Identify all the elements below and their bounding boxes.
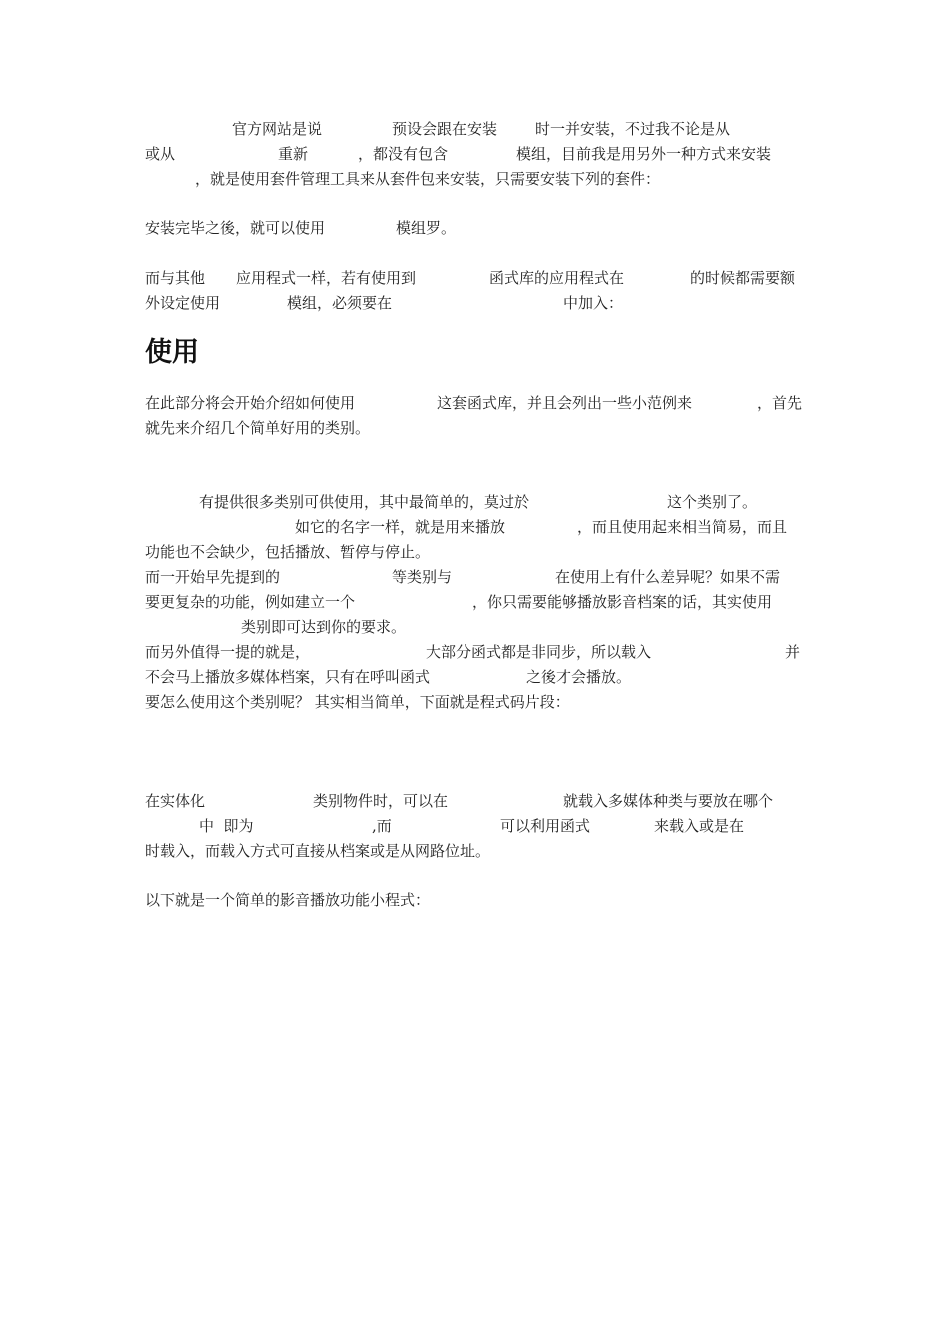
text-fragment: 等类别与 (392, 568, 453, 586)
text-fragment: 要更复杂的功能，例如建立一个 (145, 593, 356, 611)
text-fragment: ，而且使用起来相当简易，而且 (577, 518, 788, 536)
text-fragment: 在实体化 (145, 792, 206, 810)
text-fragment: 函式库的应用程式在 (489, 269, 625, 287)
text-fragment: 预设会跟在安装 (392, 120, 498, 138)
text-fragment: 安装完毕之後，就可以使用 (145, 219, 326, 237)
text-fragment: 来载入或是在 (654, 817, 745, 835)
text-fragment: 官方网站是说 (232, 120, 323, 138)
text-fragment: 类别物件时，可以在 (313, 792, 449, 810)
text-fragment: 就载入多媒体种类与要放在哪个 (563, 792, 774, 810)
text-fragment: 外设定使用 (145, 294, 221, 312)
text-fragment: ，首先 (757, 394, 803, 412)
text-fragment: 大部分函式都是非同步，所以载入 (426, 643, 652, 661)
text-fragment: 不会马上播放多媒体档案，只有在呼叫函式 (145, 668, 431, 686)
text-fragment: 中加入： (563, 294, 624, 312)
text-fragment: 中 即为 (199, 817, 254, 835)
text-fragment: 这个类别了。 (667, 493, 758, 511)
text-fragment: 而另外值得一提的就是， (145, 643, 311, 661)
text-fragment: 以下就是一个简单的影音播放功能小程式： (145, 891, 431, 909)
text-fragment: 可以利用函式 (500, 817, 591, 835)
text-fragment: 模组罗。 (396, 219, 457, 237)
text-fragment: 在此部分将会开始介绍如何使用 (145, 394, 356, 412)
text-fragment: 之後才会播放。 (526, 668, 632, 686)
text-fragment: 模组，必须要在 (287, 294, 393, 312)
text-fragment: 应用程式一样，若有使用到 (236, 269, 417, 287)
text-fragment: 有提供很多类别可供使用，其中最简单的，莫过於 (199, 493, 530, 511)
text-fragment: 功能也不会缺少，包括播放、暂停与停止。 (145, 543, 431, 561)
text-fragment: 并 (785, 643, 801, 661)
text-fragment: 如它的名字一样，就是用来播放 (295, 518, 506, 536)
text-fragment: 类别即可达到你的要求。 (241, 618, 407, 636)
text-fragment: 的时候都需要额 (690, 269, 796, 287)
text-fragment: 时一并安装，不过我不论是从 (535, 120, 731, 138)
text-fragment: 要怎么使用这个类别呢？ 其实相当简单，下面就是程式码片段： (145, 693, 570, 711)
text-fragment: ，就是使用套件管理工具来从套件包来安装，只需要安装下列的套件： (195, 170, 661, 188)
text-fragment: ，你只需要能够播放影音档案的话，其实使用 (472, 593, 773, 611)
text-fragment: ，都没有包含 (358, 145, 449, 163)
text-fragment: ,而 (372, 817, 392, 835)
text-fragment: 重新 (278, 145, 309, 163)
text-fragment: 或从 (145, 145, 176, 163)
text-fragment: 而一开始早先提到的 (145, 568, 281, 586)
text-fragment: 在使用上有什么差异呢？如果不需 (555, 568, 781, 586)
text-fragment: 这套函式库，并且会列出一些小范例来 (437, 394, 693, 412)
text-fragment: 而与其他 (145, 269, 206, 287)
section-heading: 使用 (145, 337, 199, 368)
text-fragment: 就先来介绍几个简单好用的类别。 (145, 419, 371, 437)
text-fragment: 时载入，而载入方式可直接从档案或是从网路位址。 (145, 842, 491, 860)
text-fragment: 模组，目前我是用另外一种方式来安装 (516, 145, 772, 163)
